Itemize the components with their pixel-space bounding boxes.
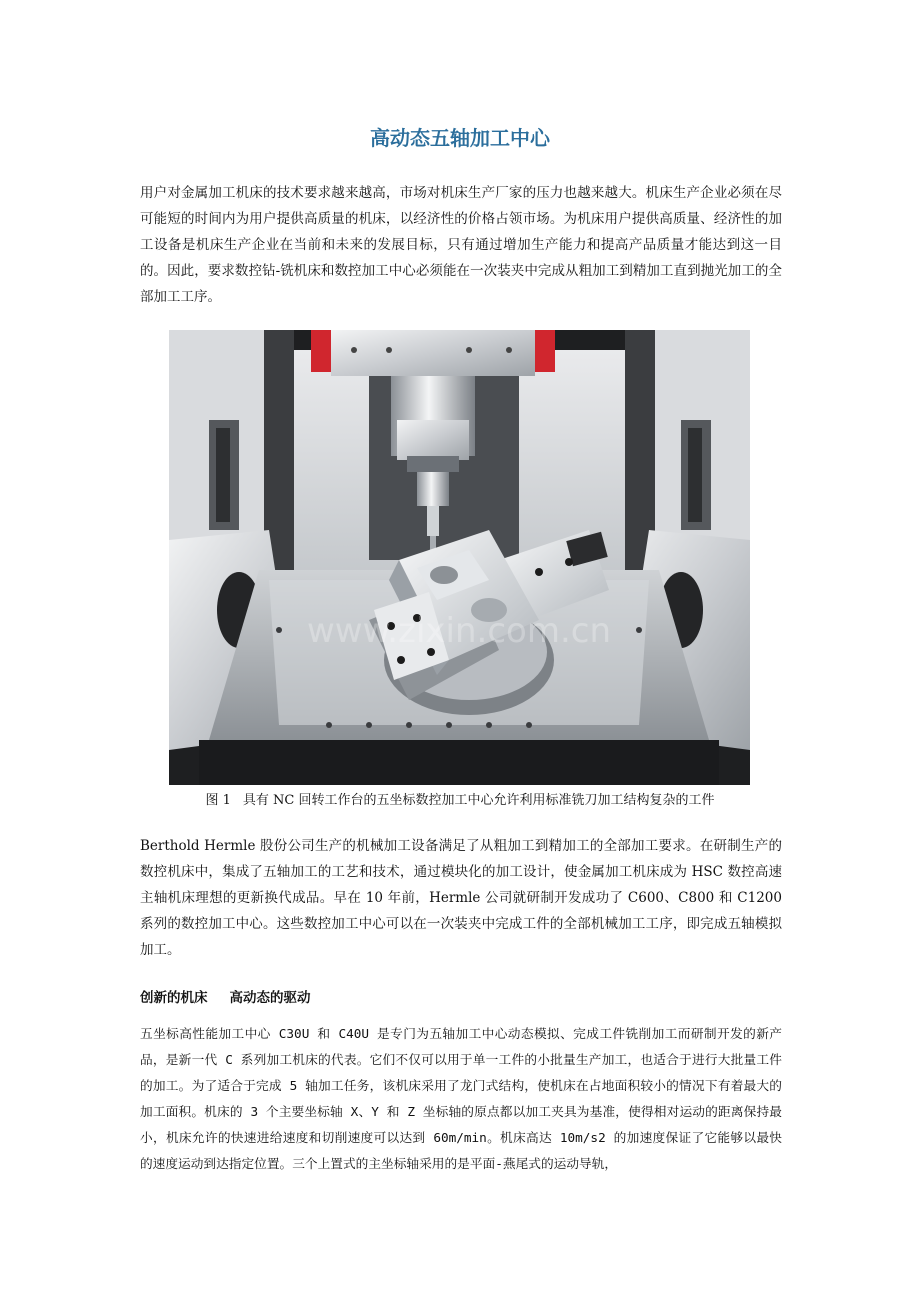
document-title: 高动态五轴加工中心 xyxy=(370,126,550,150)
figure-caption xyxy=(0,789,920,808)
machine-photo xyxy=(169,330,750,785)
figure-caption-text: 具有 NC 回转工作台的五坐标数控加工中心允许利用标准铣刀加工结构复杂的工件 xyxy=(242,793,715,808)
hermle-paragraph: Berthold Hermle 股份公司生产的机械加工设备满足了从粗加工到精加工的全部加工要求。在研制生产的数控机床中，集成了五轴加工的工艺和技术，通过模块化的加工设计，使金属加工机床成为 HSC 数控高速主轴机床理想的更新换代成品。早在 10 年前，Hermle 公司就研制开发成功了 C600、C800 和 C1200 系列的数控加工中心。这些数控加工中心可以在一次装夹中完成工件的全部机械加工工序，即完成五轴模拟加工。 xyxy=(140,838,782,958)
machine-paragraph: 五坐标高性能加工中心 C30U 和 C40U 是专门为五轴加工中心动态模拟、完成工件铣削加工而研制开发的新产品，是新一代 C 系列加工机床的代表。它们不仅可以用于单一工件的小批量生产加工，也适合于进行大批量工件的加工。为了适合于完成 5 轴加工任务，该机床采用了龙门式结构，使机床在占地面积较小的情况下有着最大的加工面积。机床的 3 个主要坐标轴 X、Y 和 Z 坐标轴的原点都以加工夹具为基准，使得相对运动的距离保持最小，机床允许的快速进给速度和切削速度可以达到 60m/min。机床高达 10m/s2 的加速度保证了它能够以最快的速度运动到达指定位置。三个上置式的主坐标轴采用的是平面-燕尾式的运动导轨， xyxy=(140,1026,782,1171)
intro-paragraph: 用户对金属加工机床的技术要求越来越高，市场对机床生产厂家的压力也越来越大。机床生产企业必须在尽可能短的时间内为用户提供高质量的机床，以经济性的价格占领市场。为机床用户提供高质量、经济性的加工设备是机床生产企业在当前和未来的发展目标，只有通过增加生产能力和提高产品质量才能达到这一目的。因此，要求数控钻-铣机床和数控加工中心必须能在一次装夹中完成从粗加工到精加工直到抛光加工的全部加工工序。 xyxy=(140,185,782,305)
watermark-text: www.zixin.com.cn xyxy=(307,611,611,651)
figure-number: 图 1 xyxy=(205,793,231,808)
section-heading xyxy=(140,986,333,1006)
section-heading-part1: 创新的机床 xyxy=(140,990,208,1006)
section-heading-part2: 高动态的驱动 xyxy=(229,990,311,1006)
machine-illustration xyxy=(169,330,750,785)
